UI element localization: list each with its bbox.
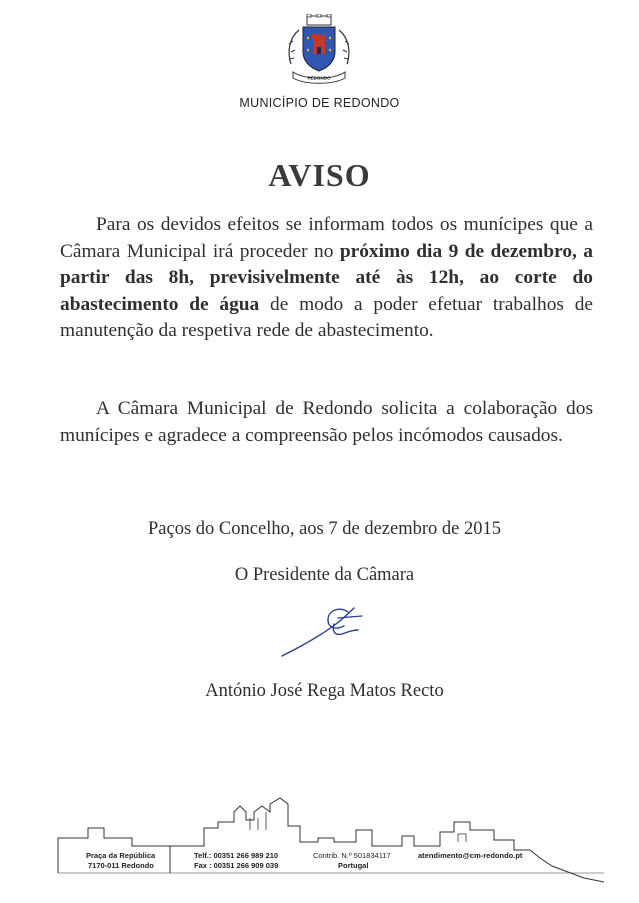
notice-paragraph-1 [60,212,593,345]
paragraph-1-text-b: de modo a poder efetuar trabalhos de manutenção da respetiva rede de abastecimento. [60,293,594,341]
footer-fax: Fax : 00351 266 909 039 [194,861,279,870]
footer-country: Portugal [338,861,369,870]
footer-telephone: Telf.: 00351 266 989 210 [194,851,279,860]
footer-email: atendimento@cm-redondo.pt [418,851,523,860]
paragraph-1-bold-text: próximo dia 9 de dezembro, a partir das 8h, previsivelmente até às 12h, ao corte do abastecimento de água [60,240,593,315]
footer-contributor-number: Contrib. N.º 501834117 [313,851,391,860]
president-title: O Presidente da Câmara [234,565,415,585]
footer-address-postcode: 7170-011 Redondo [88,861,154,870]
place-and-date: Paços do Concelho, aos 7 de dezembro de 2015 [148,519,501,539]
notice-paragraph-2 [60,396,593,449]
town-skyline-footer [0,792,639,903]
municipal-crest-logo [283,14,355,84]
notice-title: AVISO [268,157,371,193]
signer-name: António José Rega Matos Recto [205,681,444,701]
footer-address-street: Praça da República [86,851,156,860]
municipality-name: MUNICÍPIO DE REDONDO [239,96,400,110]
crest-motto-text: REDONDO [307,75,331,81]
paragraph-1-text-a: Para os devidos efeitos se informam todos os munícipes que a Câmara Municipal irá proceder no [60,214,593,262]
handwritten-signature [278,600,368,662]
paragraph-2-text: A Câmara Municipal de Redondo solicita a colaboração dos munícipes e agradece a compreensão pelos incómodos causados. [60,398,593,446]
